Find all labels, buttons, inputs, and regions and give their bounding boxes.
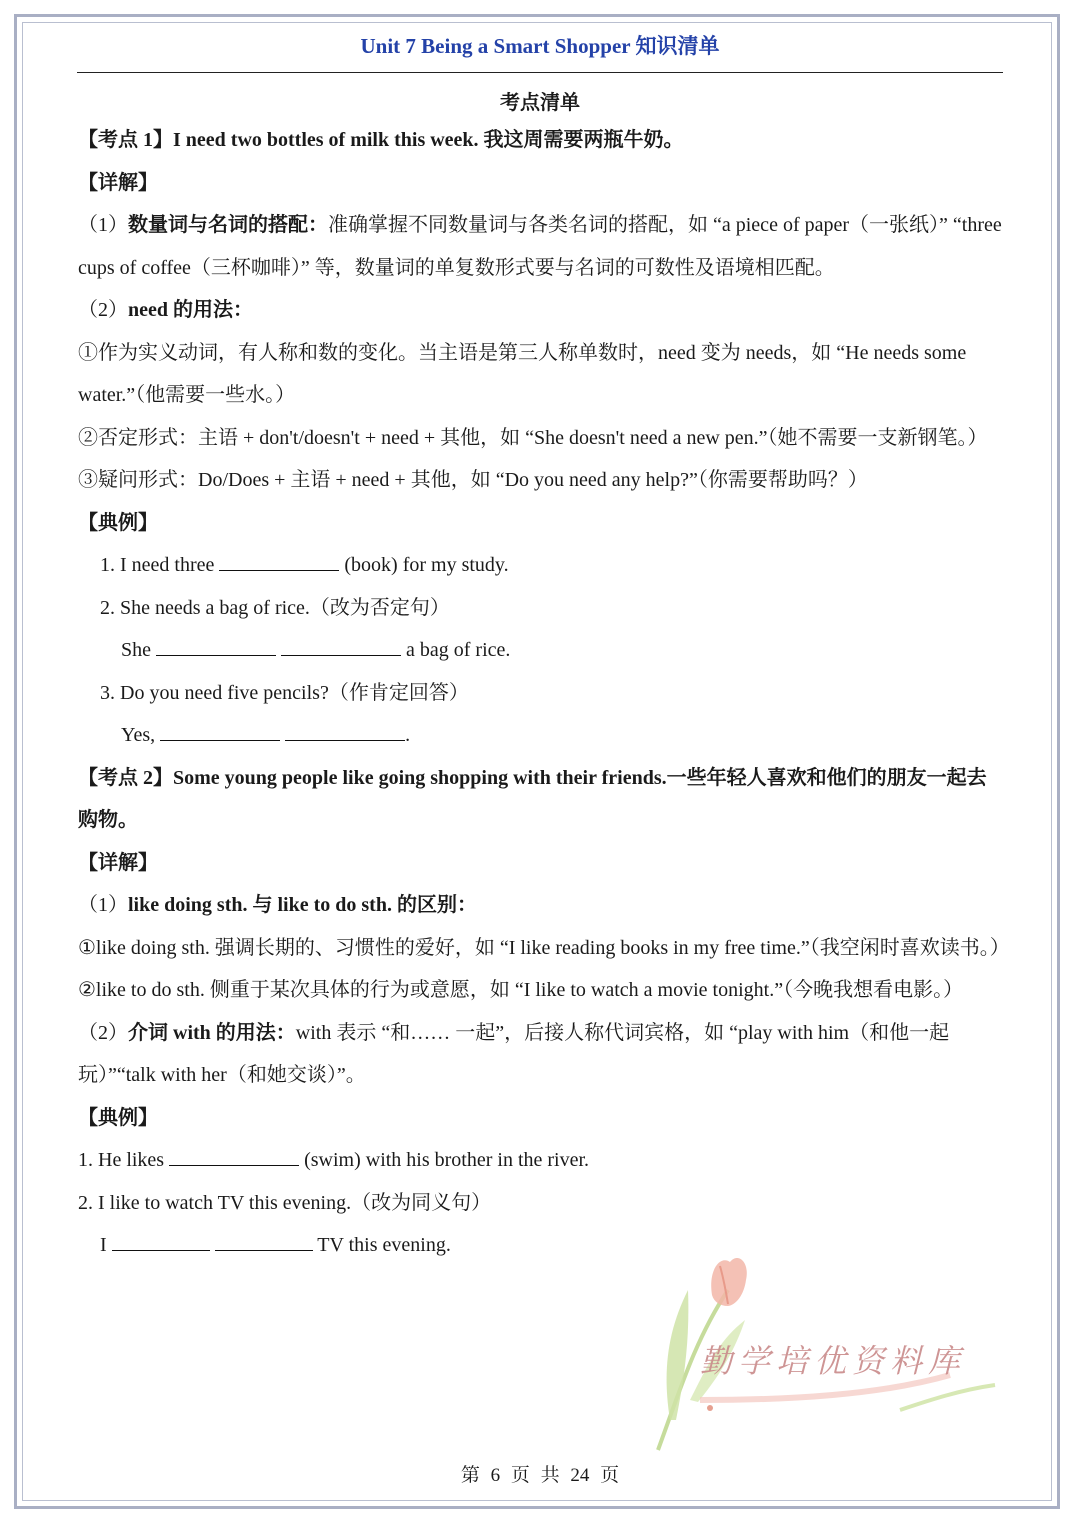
point1-para-1-num: （1） xyxy=(78,214,128,236)
point1-tag: 【考点 1】 xyxy=(78,129,173,151)
point1-ex3-ans-b: . xyxy=(405,724,411,746)
point1-para-2-num: （2） xyxy=(78,299,128,321)
point2-ex1-text-a: 1. He likes xyxy=(78,1149,170,1171)
point1-example-label: 【典例】 xyxy=(78,511,158,534)
point1-para-2-bold: need 的用法： xyxy=(128,299,253,321)
point1-ex2-ans-b: a bag of rice. xyxy=(401,639,511,661)
answer-blank[interactable] xyxy=(285,720,405,741)
point1-ex1-text-a: 1. I need three xyxy=(100,554,220,576)
point2-ex1-text-b: (swim) with his brother in the river. xyxy=(299,1149,590,1171)
answer-blank[interactable] xyxy=(156,635,276,656)
answer-blank[interactable] xyxy=(160,720,280,741)
point2-ex2-ans-a: I xyxy=(100,1234,112,1256)
point1-ex2-ans-a: She xyxy=(121,639,156,661)
point2-para-3: ②like to do sth. 侧重于某次具体的行为或意愿，如 “I like to watch a movie tonight.”（今晚我想看电影。） xyxy=(78,979,964,1001)
point2-para-1-bold: like doing sth. 与 like to do sth. 的区别： xyxy=(128,894,477,916)
point1-example-2-answer xyxy=(78,629,1002,672)
point2-ex2-ans-b: TV this evening. xyxy=(312,1234,451,1256)
point1-example-3-answer xyxy=(78,714,1002,757)
point1-ex3-ans-a: Yes, xyxy=(121,724,161,746)
watermark-text: 勤学培优资料库 xyxy=(700,1342,967,1380)
point2-para-1 xyxy=(78,884,1002,927)
point1-para-2 xyxy=(78,289,1002,332)
point2-heading-text: Some young people like going shopping with their friends.一些年轻人喜欢和他们的朋友一起去购物。 xyxy=(78,766,987,831)
point2-para-2: ①like doing sth. 强调长期的、习惯性的爱好，如 “I like reading books in my free time.”（我空闲时喜欢读书。） xyxy=(78,936,1010,959)
document-header-title: Unit 7 Being a Smart Shopper 知识清单 xyxy=(360,34,720,58)
point1-detail-label: 【详解】 xyxy=(78,171,158,194)
answer-blank[interactable] xyxy=(281,635,401,656)
point1-para-3: ①作为实义动词，有人称和数的变化。当主语是第三人称单数时，need 变为 needs，如 “He needs some water.”（他需要一些水。） xyxy=(78,341,967,406)
point2-tag: 【考点 2】 xyxy=(78,766,173,789)
header-rule xyxy=(77,72,1003,73)
point1-para-4: ②否定形式：主语 + don't/doesn't + need + 其他，如 “She doesn't need a new pen.”（她不需要一支新钢笔。） xyxy=(78,426,988,449)
point2-para-4 xyxy=(78,1012,1002,1097)
point1-example-1 xyxy=(78,544,1002,587)
point1-para-1-text: 准确掌握不同数量词与各类名词的搭配，如 “a piece of paper（一张纸）” “three cups of coffee（三杯咖啡）” 等，数量词的单复数形式要与名词的可数性及语境相匹配。 xyxy=(78,214,1002,279)
answer-blank[interactable] xyxy=(169,1145,299,1166)
watermark xyxy=(650,1250,1010,1460)
point2-para-4-num: （2） xyxy=(78,1021,128,1044)
point2-para-4-text: with 表示 “和…… 一起”，后接人称代词宾格，如 “play with him（和他一起玩）”“talk with her（和她交谈）”。 xyxy=(78,1021,950,1086)
point1-para-1 xyxy=(78,204,1002,289)
document-body xyxy=(78,119,1010,1267)
point2-example-label: 【典例】 xyxy=(78,1106,158,1129)
page-footer: 第 6 页 共 24 页 xyxy=(460,1465,620,1486)
point1-para-5: ③疑问形式：Do/Does + 主语 + need + 其他，如 “Do you need any help?”（你需要帮助吗？） xyxy=(78,469,868,491)
point1-heading-text: I need two bottles of milk this week. 我这周需要两瓶牛奶。 xyxy=(173,129,684,151)
point2-example-1 xyxy=(78,1139,1002,1182)
point2-para-4-bold: 介词 with 的用法： xyxy=(128,1021,296,1044)
point1-example-3: 3. Do you need five pencils?（作肯定回答） xyxy=(100,681,469,704)
point2-para-1-num: （1） xyxy=(78,894,128,916)
answer-blank[interactable] xyxy=(219,550,339,571)
answer-blank[interactable] xyxy=(112,1230,210,1251)
point2-detail-label: 【详解】 xyxy=(78,851,158,874)
answer-blank[interactable] xyxy=(215,1230,313,1251)
point1-example-2: 2. She needs a bag of rice.（改为否定句） xyxy=(100,596,450,619)
point1-ex1-text-b: (book) for my study. xyxy=(339,554,509,576)
point2-heading xyxy=(78,757,1002,842)
point1-para-1-bold: 数量词与名词的搭配： xyxy=(128,214,328,236)
point1-heading xyxy=(78,119,1002,162)
section-title: 考点清单 xyxy=(500,90,580,114)
point2-example-2: 2. I like to watch TV this evening.（改为同义句） xyxy=(78,1191,492,1214)
